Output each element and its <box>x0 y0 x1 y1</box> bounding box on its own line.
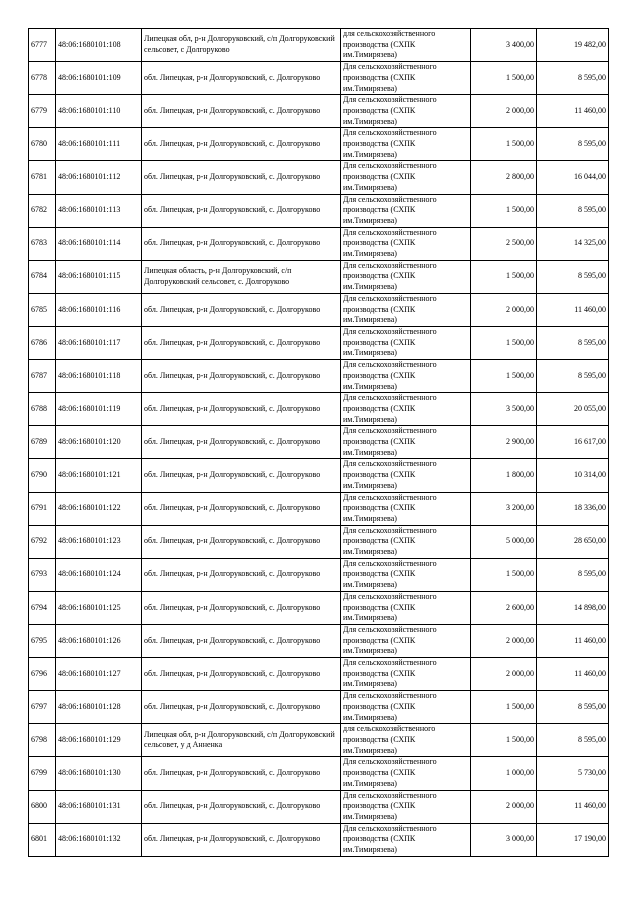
row-number-cell: 6790 <box>29 459 56 492</box>
land-use-cell: Для сельскохозяйственного производства (СХПК им.Тимирязева) <box>341 194 471 227</box>
cadastral-number-cell: 48:06:1680101:115 <box>56 260 142 293</box>
cadastral-number-cell: 48:06:1680101:111 <box>56 128 142 161</box>
address-cell: обл. Липецкая, р-н Долгоруковский, с. Долгоруково <box>142 326 341 359</box>
address-cell: обл. Липецкая, р-н Долгоруковский, с. Долгоруково <box>142 757 341 790</box>
cadastral-number-cell: 48:06:1680101:110 <box>56 95 142 128</box>
land-use-cell: Для сельскохозяйственного производства (СХПК им.Тимирязева) <box>341 823 471 856</box>
cadastral-value-cell: 16 044,00 <box>537 161 609 194</box>
cadastral-number-cell: 48:06:1680101:126 <box>56 624 142 657</box>
address-cell: Липецкая обл, р-н Долгоруковский, с/п Долгоруковский сельсовет, с Долгоруково <box>142 29 341 62</box>
cadastral-number-cell: 48:06:1680101:108 <box>56 29 142 62</box>
area-cell: 1 500,00 <box>471 62 537 95</box>
cadastral-number-cell: 48:06:1680101:131 <box>56 790 142 823</box>
area-cell: 2 900,00 <box>471 426 537 459</box>
table-row <box>29 29 609 62</box>
cadastral-value-cell: 14 898,00 <box>537 591 609 624</box>
address-cell: обл. Липецкая, р-н Долгоруковский, с. Долгоруково <box>142 591 341 624</box>
cadastral-value-cell: 8 595,00 <box>537 62 609 95</box>
table-row <box>29 558 609 591</box>
address-cell: обл. Липецкая, р-н Долгоруковский, с. Долгоруково <box>142 194 341 227</box>
address-cell: обл. Липецкая, р-н Долгоруковский, с. Долгоруково <box>142 525 341 558</box>
area-cell: 3 200,00 <box>471 492 537 525</box>
address-cell: обл. Липецкая, р-н Долгоруковский, с. Долгоруково <box>142 393 341 426</box>
row-number-cell: 6799 <box>29 757 56 790</box>
land-use-cell: Для сельскохозяйственного производства (СХПК им.Тимирязева) <box>341 757 471 790</box>
table-row <box>29 426 609 459</box>
area-cell: 2 000,00 <box>471 624 537 657</box>
land-use-cell: Для сельскохозяйственного производства (СХПК им.Тимирязева) <box>341 161 471 194</box>
cadastral-number-cell: 48:06:1680101:128 <box>56 691 142 724</box>
table-row <box>29 194 609 227</box>
cadastral-value-cell: 11 460,00 <box>537 293 609 326</box>
address-cell: обл. Липецкая, р-н Долгоруковский, с. Долгоруково <box>142 823 341 856</box>
row-number-cell: 6781 <box>29 161 56 194</box>
area-cell: 2 500,00 <box>471 227 537 260</box>
table-row <box>29 459 609 492</box>
cadastral-number-cell: 48:06:1680101:120 <box>56 426 142 459</box>
land-use-cell: Для сельскохозяйственного производства (СХПК им.Тимирязева) <box>341 360 471 393</box>
row-number-cell: 6786 <box>29 326 56 359</box>
land-parcels-table <box>28 28 609 857</box>
row-number-cell: 6797 <box>29 691 56 724</box>
row-number-cell: 6787 <box>29 360 56 393</box>
land-use-cell: Для сельскохозяйственного производства (СХПК им.Тимирязева) <box>341 260 471 293</box>
table-row <box>29 658 609 691</box>
cadastral-number-cell: 48:06:1680101:116 <box>56 293 142 326</box>
cadastral-value-cell: 19 482,00 <box>537 29 609 62</box>
address-cell: обл. Липецкая, р-н Долгоруковский, с. Долгоруково <box>142 790 341 823</box>
address-cell: обл. Липецкая, р-н Долгоруковский, с. Долгоруково <box>142 293 341 326</box>
cadastral-value-cell: 8 595,00 <box>537 724 609 757</box>
area-cell: 1 500,00 <box>471 194 537 227</box>
table-body <box>29 29 609 857</box>
cadastral-value-cell: 11 460,00 <box>537 790 609 823</box>
cadastral-number-cell: 48:06:1680101:112 <box>56 161 142 194</box>
land-use-cell: Для сельскохозяйственного производства (СХПК им.Тимирязева) <box>341 62 471 95</box>
cadastral-number-cell: 48:06:1680101:132 <box>56 823 142 856</box>
table-row <box>29 393 609 426</box>
row-number-cell: 6801 <box>29 823 56 856</box>
row-number-cell: 6800 <box>29 790 56 823</box>
land-use-cell: Для сельскохозяйственного производства (СХПК им.Тимирязева) <box>341 95 471 128</box>
area-cell: 1 500,00 <box>471 360 537 393</box>
address-cell: обл. Липецкая, р-н Долгоруковский, с. Долгоруково <box>142 558 341 591</box>
cadastral-value-cell: 8 595,00 <box>537 128 609 161</box>
land-use-cell: Для сельскохозяйственного производства (СХПК им.Тимирязева) <box>341 426 471 459</box>
cadastral-value-cell: 8 595,00 <box>537 691 609 724</box>
row-number-cell: 6782 <box>29 194 56 227</box>
land-use-cell: Для сельскохозяйственного производства (СХПК им.Тимирязева) <box>341 691 471 724</box>
cadastral-value-cell: 20 055,00 <box>537 393 609 426</box>
cadastral-number-cell: 48:06:1680101:130 <box>56 757 142 790</box>
cadastral-value-cell: 17 190,00 <box>537 823 609 856</box>
cadastral-number-cell: 48:06:1680101:114 <box>56 227 142 260</box>
address-cell: обл. Липецкая, р-н Долгоруковский, с. Долгоруково <box>142 227 341 260</box>
cadastral-number-cell: 48:06:1680101:123 <box>56 525 142 558</box>
area-cell: 1 500,00 <box>471 724 537 757</box>
row-number-cell: 6780 <box>29 128 56 161</box>
table-row <box>29 360 609 393</box>
cadastral-value-cell: 11 460,00 <box>537 95 609 128</box>
land-use-cell: Для сельскохозяйственного производства (СХПК им.Тимирязева) <box>341 227 471 260</box>
row-number-cell: 6784 <box>29 260 56 293</box>
table-row <box>29 260 609 293</box>
area-cell: 1 500,00 <box>471 326 537 359</box>
row-number-cell: 6783 <box>29 227 56 260</box>
cadastral-value-cell: 8 595,00 <box>537 558 609 591</box>
address-cell: обл. Липецкая, р-н Долгоруковский, с. Долгоруково <box>142 624 341 657</box>
land-use-cell: для сельскохозяйственного производства (СХПК им.Тимирязева) <box>341 29 471 62</box>
area-cell: 3 500,00 <box>471 393 537 426</box>
land-use-cell: Для сельскохозяйственного производства (СХПК им.Тимирязева) <box>341 658 471 691</box>
row-number-cell: 6792 <box>29 525 56 558</box>
area-cell: 2 000,00 <box>471 95 537 128</box>
cadastral-value-cell: 11 460,00 <box>537 624 609 657</box>
address-cell: обл. Липецкая, р-н Долгоруковский, с. Долгоруково <box>142 459 341 492</box>
land-use-cell: Для сельскохозяйственного производства (СХПК им.Тимирязева) <box>341 459 471 492</box>
table-row <box>29 790 609 823</box>
row-number-cell: 6798 <box>29 724 56 757</box>
row-number-cell: 6788 <box>29 393 56 426</box>
land-use-cell: для сельскохозяйственного производства (СХПК им.Тимирязева) <box>341 724 471 757</box>
table-row <box>29 724 609 757</box>
cadastral-value-cell: 11 460,00 <box>537 658 609 691</box>
address-cell: обл. Липецкая, р-н Долгоруковский, с. Долгоруково <box>142 360 341 393</box>
area-cell: 1 500,00 <box>471 260 537 293</box>
area-cell: 2 000,00 <box>471 658 537 691</box>
document-page <box>28 28 608 857</box>
table-row <box>29 62 609 95</box>
cadastral-number-cell: 48:06:1680101:118 <box>56 360 142 393</box>
table-row <box>29 591 609 624</box>
area-cell: 1 500,00 <box>471 558 537 591</box>
cadastral-value-cell: 8 595,00 <box>537 260 609 293</box>
table-row <box>29 128 609 161</box>
area-cell: 3 000,00 <box>471 823 537 856</box>
area-cell: 2 000,00 <box>471 790 537 823</box>
table-row <box>29 624 609 657</box>
cadastral-number-cell: 48:06:1680101:121 <box>56 459 142 492</box>
land-use-cell: Для сельскохозяйственного производства (СХПК им.Тимирязева) <box>341 393 471 426</box>
row-number-cell: 6795 <box>29 624 56 657</box>
area-cell: 1 500,00 <box>471 128 537 161</box>
land-use-cell: Для сельскохозяйственного производства (СХПК им.Тимирязева) <box>341 326 471 359</box>
table-row <box>29 525 609 558</box>
land-use-cell: Для сельскохозяйственного производства (СХПК им.Тимирязева) <box>341 790 471 823</box>
row-number-cell: 6778 <box>29 62 56 95</box>
cadastral-value-cell: 8 595,00 <box>537 326 609 359</box>
table-row <box>29 161 609 194</box>
land-use-cell: Для сельскохозяйственного производства (СХПК им.Тимирязева) <box>341 128 471 161</box>
table-row <box>29 823 609 856</box>
row-number-cell: 6779 <box>29 95 56 128</box>
address-cell: обл. Липецкая, р-н Долгоруковский, с. Долгоруково <box>142 161 341 194</box>
land-use-cell: Для сельскохозяйственного производства (СХПК им.Тимирязева) <box>341 525 471 558</box>
table-row <box>29 227 609 260</box>
row-number-cell: 6791 <box>29 492 56 525</box>
address-cell: обл. Липецкая, р-н Долгоруковский, с. Долгоруково <box>142 658 341 691</box>
table-row <box>29 691 609 724</box>
land-use-cell: Для сельскохозяйственного производства (СХПК им.Тимирязева) <box>341 591 471 624</box>
row-number-cell: 6785 <box>29 293 56 326</box>
address-cell: обл. Липецкая, р-н Долгоруковский, с. Долгоруково <box>142 691 341 724</box>
row-number-cell: 6796 <box>29 658 56 691</box>
area-cell: 1 800,00 <box>471 459 537 492</box>
area-cell: 1 500,00 <box>471 691 537 724</box>
table-row <box>29 492 609 525</box>
table-row <box>29 757 609 790</box>
cadastral-number-cell: 48:06:1680101:119 <box>56 393 142 426</box>
address-cell: обл. Липецкая, р-н Долгоруковский, с. Долгоруково <box>142 128 341 161</box>
table-row <box>29 326 609 359</box>
area-cell: 5 000,00 <box>471 525 537 558</box>
cadastral-value-cell: 28 650,00 <box>537 525 609 558</box>
cadastral-number-cell: 48:06:1680101:117 <box>56 326 142 359</box>
address-cell: обл. Липецкая, р-н Долгоруковский, с. Долгоруково <box>142 95 341 128</box>
cadastral-number-cell: 48:06:1680101:124 <box>56 558 142 591</box>
cadastral-value-cell: 10 314,00 <box>537 459 609 492</box>
cadastral-value-cell: 5 730,00 <box>537 757 609 790</box>
row-number-cell: 6793 <box>29 558 56 591</box>
cadastral-number-cell: 48:06:1680101:127 <box>56 658 142 691</box>
row-number-cell: 6794 <box>29 591 56 624</box>
land-use-cell: Для сельскохозяйственного производства (СХПК им.Тимирязева) <box>341 558 471 591</box>
row-number-cell: 6777 <box>29 29 56 62</box>
area-cell: 2 600,00 <box>471 591 537 624</box>
table-row <box>29 95 609 128</box>
cadastral-value-cell: 16 617,00 <box>537 426 609 459</box>
cadastral-value-cell: 18 336,00 <box>537 492 609 525</box>
address-cell: Липецкая область, р-н Долгоруковский, с/п Долгоруковский сельсовет, с. Долгоруково <box>142 260 341 293</box>
cadastral-value-cell: 8 595,00 <box>537 360 609 393</box>
area-cell: 2 000,00 <box>471 293 537 326</box>
cadastral-number-cell: 48:06:1680101:122 <box>56 492 142 525</box>
address-cell: обл. Липецкая, р-н Долгоруковский, с. Долгоруково <box>142 492 341 525</box>
cadastral-number-cell: 48:06:1680101:129 <box>56 724 142 757</box>
table-row <box>29 293 609 326</box>
row-number-cell: 6789 <box>29 426 56 459</box>
area-cell: 3 400,00 <box>471 29 537 62</box>
cadastral-value-cell: 8 595,00 <box>537 194 609 227</box>
address-cell: обл. Липецкая, р-н Долгоруковский, с. Долгоруково <box>142 426 341 459</box>
area-cell: 1 000,00 <box>471 757 537 790</box>
cadastral-number-cell: 48:06:1680101:125 <box>56 591 142 624</box>
area-cell: 2 800,00 <box>471 161 537 194</box>
address-cell: Липецкая обл, р-н Долгоруковский, с/п Долгоруковский сельсовет, у д Анненка <box>142 724 341 757</box>
address-cell: обл. Липецкая, р-н Долгоруковский, с. Долгоруково <box>142 62 341 95</box>
cadastral-value-cell: 14 325,00 <box>537 227 609 260</box>
cadastral-number-cell: 48:06:1680101:109 <box>56 62 142 95</box>
land-use-cell: Для сельскохозяйственного производства (СХПК им.Тимирязева) <box>341 492 471 525</box>
land-use-cell: Для сельскохозяйственного производства (СХПК им.Тимирязева) <box>341 624 471 657</box>
cadastral-number-cell: 48:06:1680101:113 <box>56 194 142 227</box>
land-use-cell: Для сельскохозяйственного производства (СХПК им.Тимирязева) <box>341 293 471 326</box>
